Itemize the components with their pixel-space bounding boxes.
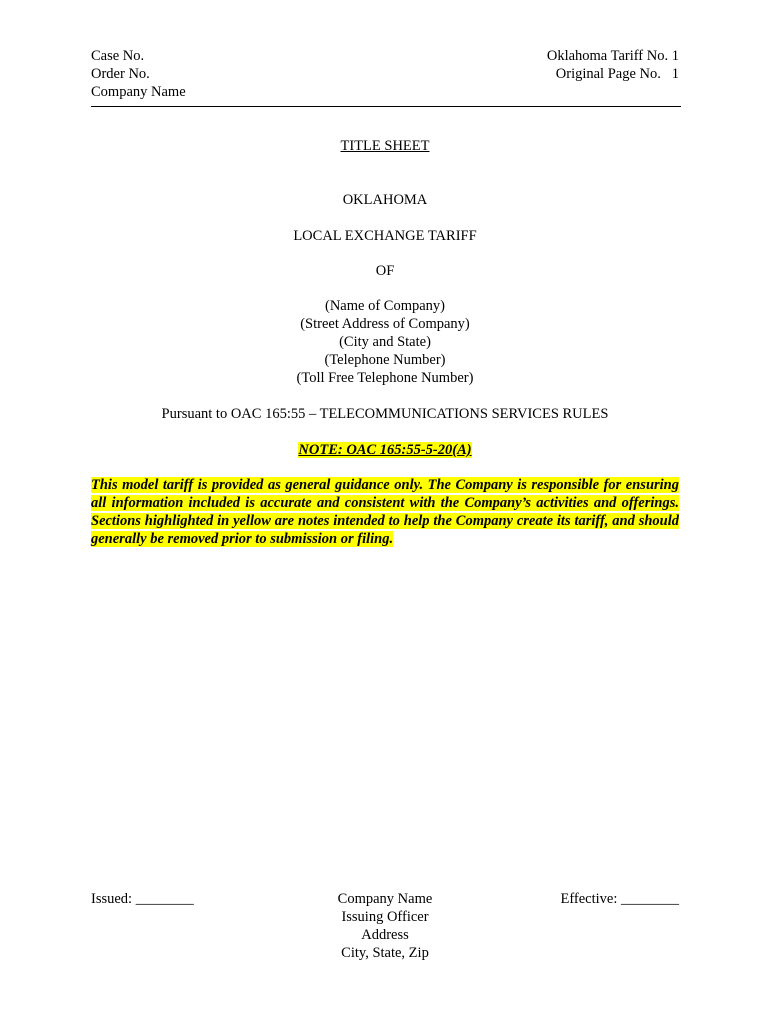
- company-info-phone: (Telephone Number): [324, 352, 446, 368]
- tariff-name: LOCAL EXCHANGE TARIFF: [293, 228, 477, 244]
- page-title: TITLE SHEET: [340, 138, 430, 154]
- issuer-city-state-zip: City, State, Zip: [341, 945, 429, 961]
- issued-field: Issued: ________: [91, 891, 194, 907]
- header-right: [547, 47, 679, 83]
- highlighted-note: NOTE: OAC 165:55-5-20(A): [298, 442, 472, 458]
- company-info-city-state: (City and State): [339, 334, 431, 350]
- issuer-company-name: Company Name: [337, 891, 433, 907]
- page-number: Original Page No. 1: [555, 66, 679, 82]
- tariff-number: Oklahoma Tariff No. 1: [546, 48, 679, 64]
- issuer-block: [285, 890, 485, 962]
- guidance-text: This model tariff is provided as general guidance only. The Company is responsible for ensuring all information included is accurate and consistent with the Company’s activities and offerings. Sections highlighted in yellow are notes intended to help the Company create its tariff, and should generally be removed prior to submission or filing.: [91, 477, 679, 547]
- company-info-name: (Name of Company): [325, 298, 445, 314]
- of-label: OF: [375, 263, 395, 279]
- issuer-address: Address: [361, 927, 409, 943]
- effective-field: Effective: ________: [560, 891, 679, 907]
- header-left: [91, 47, 186, 101]
- note-wrapper: [91, 441, 679, 459]
- state-name: OKLAHOMA: [342, 192, 428, 208]
- order-number: Order No.: [91, 66, 150, 82]
- company-info-street: (Street Address of Company): [300, 316, 470, 332]
- case-number: Case No.: [91, 48, 145, 64]
- issuer-officer: Issuing Officer: [341, 909, 429, 925]
- pursuant-statement: Pursuant to OAC 165:55 – TELECOMMUNICATIONS SERVICES RULES: [161, 406, 609, 422]
- company-name-header: Company Name: [91, 84, 186, 100]
- guidance-paragraph: [91, 476, 679, 548]
- company-info-toll-free: (Toll Free Telephone Number): [296, 370, 474, 386]
- header-divider: [91, 106, 681, 107]
- company-info-block: [91, 297, 679, 387]
